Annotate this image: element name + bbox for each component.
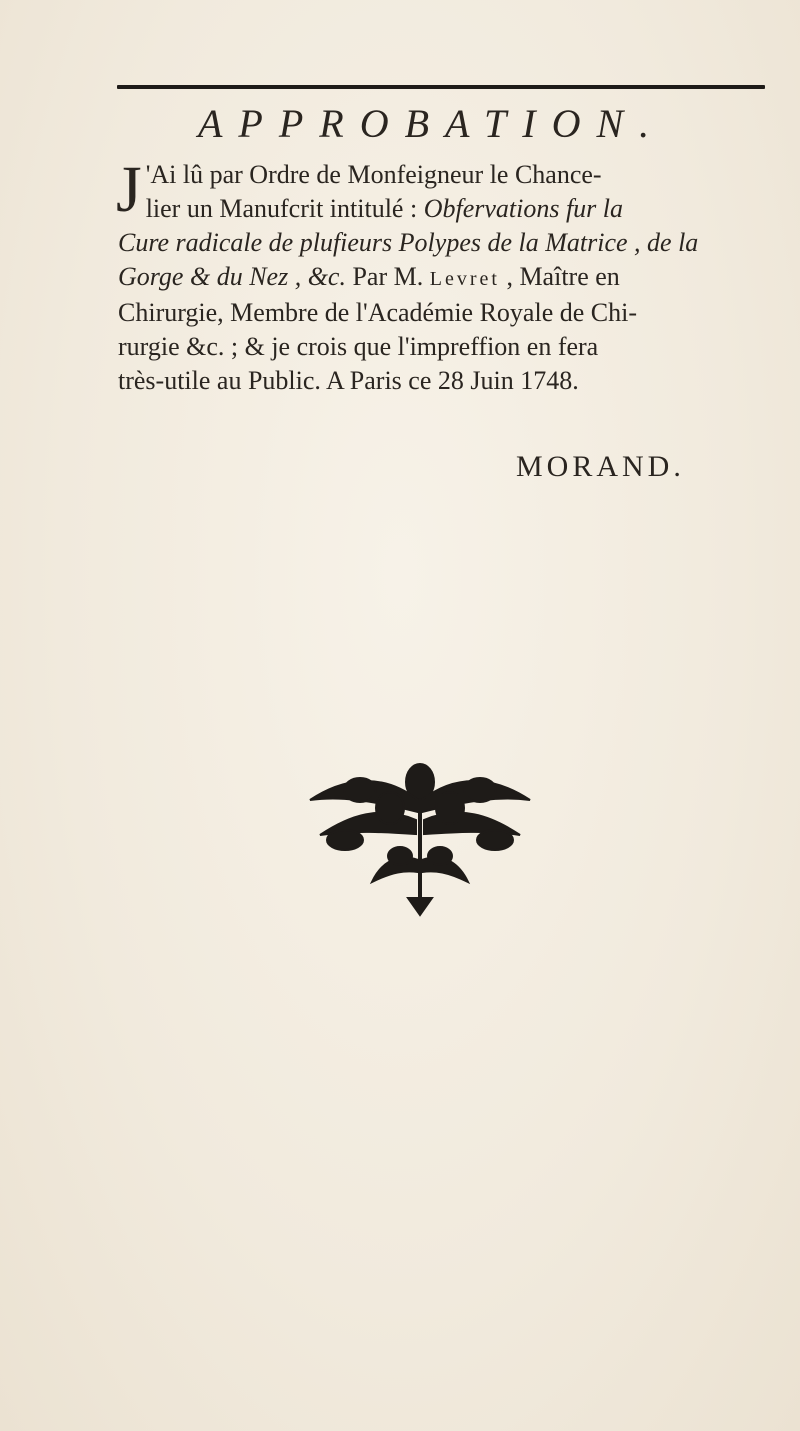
drop-cap: J	[116, 153, 142, 226]
text-line-1: 'Ai lû par Ordre de Monfeigneur le Chance-	[145, 160, 602, 189]
signature: MORAND.	[516, 450, 685, 483]
text-line-2: lier un Manufcrit intitulé : Obfervations fur la	[145, 194, 624, 223]
work-title-part-1: Obfervations fur la	[423, 194, 624, 223]
text-line-7: très-utile au Public. A Paris ce 28 Juin 1748.	[118, 366, 579, 395]
text-line-3: Cure radicale de plufieurs Polypes de la Matrice , de la	[118, 228, 699, 257]
text-line-5: Chirurgie, Membre de l'Académie Royale de Chi-	[118, 298, 637, 327]
text-line-4: Gorge & du Nez , &c. Par M. Levret , Maître en	[118, 262, 620, 291]
header-rule	[117, 85, 765, 89]
author-name: Levret	[429, 268, 500, 290]
approbation-text	[116, 153, 768, 398]
floral-vignette-icon	[300, 760, 540, 920]
work-title-part-3: Gorge & du Nez , &c.	[118, 262, 346, 291]
page-title: APPROBATION.	[198, 101, 666, 146]
text-line-6: rurgie &c. ; & je crois que l'impreffion en fera	[118, 332, 599, 361]
